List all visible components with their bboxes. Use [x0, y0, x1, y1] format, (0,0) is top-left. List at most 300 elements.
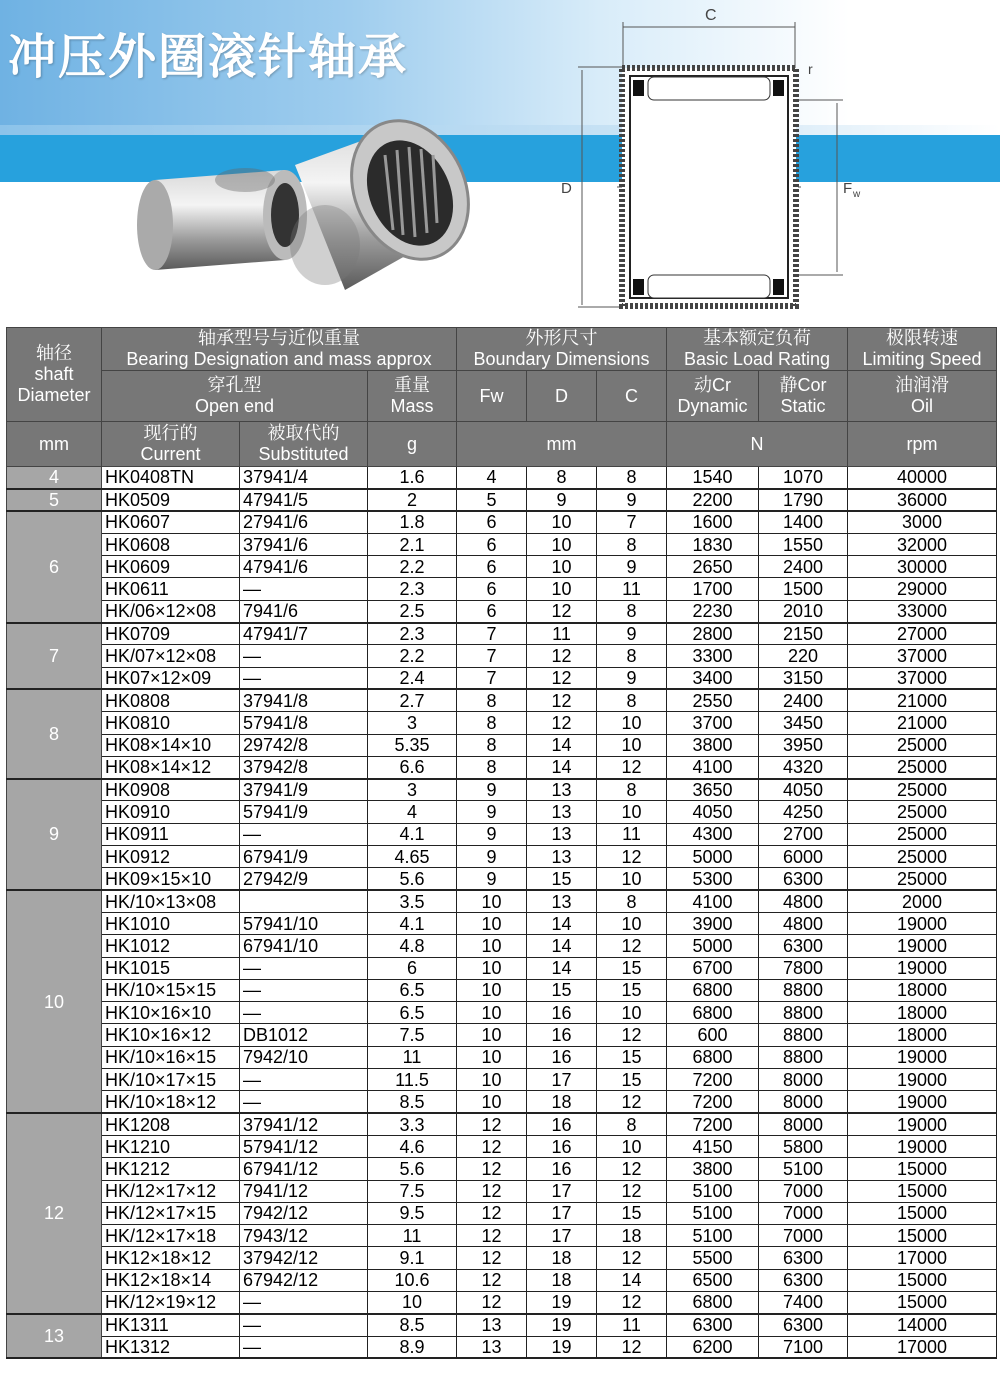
cell-static: 7000	[759, 1202, 848, 1224]
cell-c: 12	[597, 846, 667, 868]
cell-c: 9	[597, 623, 667, 645]
cell-static: 8000	[759, 1069, 848, 1091]
cell-d: 16	[527, 1135, 597, 1157]
header-static: 静Cor Static	[759, 371, 848, 422]
cell-mass: 2.1	[368, 533, 457, 555]
cell-static: 7000	[759, 1225, 848, 1247]
cell-dynamic: 4100	[667, 756, 759, 778]
cell-c: 11	[597, 578, 667, 600]
cell-c: 12	[597, 935, 667, 957]
cell-oil: 19000	[848, 1113, 997, 1135]
cell-static: 8800	[759, 1024, 848, 1046]
cell-mass: 11	[368, 1046, 457, 1068]
cell-d: 13	[527, 801, 597, 823]
cell-current: HK/12×17×15	[102, 1202, 240, 1224]
cell-substituted: —	[240, 645, 368, 667]
cell-substituted: 67941/12	[240, 1158, 368, 1180]
cell-current: HK/10×15×15	[102, 979, 240, 1001]
cell-mass: 4.1	[368, 823, 457, 845]
cell-current: HK/07×12×08	[102, 645, 240, 667]
cell-mass: 2.5	[368, 600, 457, 622]
shaft-diameter-cell: 8	[7, 689, 102, 778]
header-open-end: 穿孔型 Open end	[102, 371, 368, 422]
cell-oil: 15000	[848, 1202, 997, 1224]
cell-dynamic: 6800	[667, 1291, 759, 1313]
cell-current: HK/10×13×08	[102, 890, 240, 912]
cell-substituted: 47941/7	[240, 623, 368, 645]
cell-substituted: 57941/9	[240, 801, 368, 823]
cell-c: 8	[597, 600, 667, 622]
cell-mass: 2.4	[368, 667, 457, 689]
cell-fw: 8	[457, 712, 527, 734]
cell-current: HK0509	[102, 489, 240, 511]
cell-oil: 32000	[848, 533, 997, 555]
shaft-diameter-cell: 5	[7, 489, 102, 511]
cell-fw: 10	[457, 979, 527, 1001]
cell-oil: 19000	[848, 957, 997, 979]
cell-substituted: 37941/9	[240, 779, 368, 801]
table-row	[7, 489, 997, 511]
shaft-diameter-cell: 9	[7, 779, 102, 890]
shaft-diameter-cell: 6	[7, 511, 102, 622]
cell-static: 1500	[759, 578, 848, 600]
table-row	[7, 1247, 997, 1269]
cell-fw: 10	[457, 935, 527, 957]
cell-c: 15	[597, 979, 667, 1001]
cell-oil: 40000	[848, 467, 997, 489]
cell-fw: 6	[457, 578, 527, 600]
table-row	[7, 600, 997, 622]
cell-d: 13	[527, 779, 597, 801]
table-row	[7, 1269, 997, 1291]
cell-static: 6000	[759, 846, 848, 868]
cell-dynamic: 5500	[667, 1247, 759, 1269]
cell-fw: 7	[457, 667, 527, 689]
cell-oil: 37000	[848, 667, 997, 689]
cell-mass: 1.6	[368, 467, 457, 489]
cell-d: 15	[527, 868, 597, 890]
cell-mass: 2.7	[368, 689, 457, 711]
cell-mass: 4.65	[368, 846, 457, 868]
cell-static: 8800	[759, 1002, 848, 1024]
cell-c: 7	[597, 511, 667, 533]
cell-fw: 9	[457, 823, 527, 845]
cell-substituted: 67942/12	[240, 1269, 368, 1291]
table-row	[7, 1202, 997, 1224]
cell-static: 7000	[759, 1180, 848, 1202]
cell-c: 10	[597, 1002, 667, 1024]
header-current: 现行的 Current	[102, 422, 240, 467]
cell-substituted: 37941/4	[240, 467, 368, 489]
cell-dynamic: 3800	[667, 1158, 759, 1180]
table-row	[7, 556, 997, 578]
cell-current: HK12×18×14	[102, 1269, 240, 1291]
cell-c: 12	[597, 1336, 667, 1358]
cell-mass: 8.9	[368, 1336, 457, 1358]
table-row	[7, 1314, 997, 1336]
cell-d: 9	[527, 489, 597, 511]
cell-dynamic: 6800	[667, 1002, 759, 1024]
table-row	[7, 890, 997, 912]
cell-d: 19	[527, 1291, 597, 1313]
cell-current: HK10×16×12	[102, 1024, 240, 1046]
cell-substituted: 57941/10	[240, 912, 368, 934]
table-row	[7, 756, 997, 778]
cell-oil: 30000	[848, 556, 997, 578]
cell-static: 2700	[759, 823, 848, 845]
cell-d: 10	[527, 511, 597, 533]
cell-c: 12	[597, 1180, 667, 1202]
cell-fw: 7	[457, 623, 527, 645]
table-row	[7, 1291, 997, 1313]
cell-mass: 10.6	[368, 1269, 457, 1291]
cell-substituted: 37941/8	[240, 689, 368, 711]
cell-fw: 10	[457, 1002, 527, 1024]
header-designation: 轴承型号与近似重量 Bearing Designation and mass approx	[102, 328, 457, 371]
table-row	[7, 689, 997, 711]
cell-oil: 15000	[848, 1269, 997, 1291]
cell-oil: 15000	[848, 1158, 997, 1180]
cell-substituted: 47941/6	[240, 556, 368, 578]
cell-static: 4250	[759, 801, 848, 823]
cell-static: 8000	[759, 1091, 848, 1113]
cell-mass: 3.5	[368, 890, 457, 912]
cell-mass: 2.2	[368, 556, 457, 578]
cell-substituted: —	[240, 1091, 368, 1113]
cell-oil: 15000	[848, 1291, 997, 1313]
table-row	[7, 779, 997, 801]
cell-c: 15	[597, 957, 667, 979]
table-row	[7, 467, 997, 489]
shaft-diameter-cell: 10	[7, 890, 102, 1113]
bearing-photo-front	[285, 105, 470, 315]
cell-fw: 12	[457, 1158, 527, 1180]
cell-d: 16	[527, 1113, 597, 1135]
cell-dynamic: 600	[667, 1024, 759, 1046]
cell-dynamic: 4150	[667, 1135, 759, 1157]
cell-dynamic: 3650	[667, 779, 759, 801]
cell-static: 2400	[759, 556, 848, 578]
cell-d: 17	[527, 1180, 597, 1202]
cell-dynamic: 2550	[667, 689, 759, 711]
cell-fw: 6	[457, 600, 527, 622]
cell-dynamic: 6500	[667, 1269, 759, 1291]
cell-current: HK1212	[102, 1158, 240, 1180]
cell-mass: 10	[368, 1291, 457, 1313]
cell-static: 5100	[759, 1158, 848, 1180]
cell-current: HK0608	[102, 533, 240, 555]
shaft-diameter-cell: 13	[7, 1314, 102, 1359]
cell-d: 12	[527, 645, 597, 667]
cell-d: 10	[527, 533, 597, 555]
cell-dynamic: 1700	[667, 578, 759, 600]
cell-current: HK0408TN	[102, 467, 240, 489]
cell-dynamic: 3300	[667, 645, 759, 667]
cell-c: 15	[597, 1069, 667, 1091]
cell-dynamic: 2800	[667, 623, 759, 645]
cell-current: HK0912	[102, 846, 240, 868]
cell-dynamic: 5300	[667, 868, 759, 890]
cell-c: 9	[597, 489, 667, 511]
cell-fw: 12	[457, 1180, 527, 1202]
cell-c: 8	[597, 689, 667, 711]
cell-c: 8	[597, 467, 667, 489]
cell-d: 14	[527, 756, 597, 778]
cell-fw: 12	[457, 1247, 527, 1269]
header-dynamic: 动Cr Dynamic	[667, 371, 759, 422]
cell-current: HK1012	[102, 935, 240, 957]
cell-fw: 9	[457, 868, 527, 890]
cell-fw: 6	[457, 556, 527, 578]
cell-dynamic: 1830	[667, 533, 759, 555]
cell-oil: 15000	[848, 1180, 997, 1202]
diagram-label-fw-sub: w	[853, 189, 861, 200]
cell-static: 4800	[759, 912, 848, 934]
cell-mass: 2	[368, 489, 457, 511]
table-row	[7, 1135, 997, 1157]
cell-static: 4320	[759, 756, 848, 778]
cell-d: 8	[527, 467, 597, 489]
cell-fw: 10	[457, 957, 527, 979]
cell-oil: 25000	[848, 756, 997, 778]
cell-static: 5800	[759, 1135, 848, 1157]
cell-fw: 4	[457, 467, 527, 489]
shaft-diameter-cell: 7	[7, 623, 102, 690]
unit-rpm: rpm	[848, 422, 997, 467]
cell-static: 7100	[759, 1336, 848, 1358]
cell-oil: 37000	[848, 645, 997, 667]
cell-current: HK0911	[102, 823, 240, 845]
cell-dynamic: 7200	[667, 1113, 759, 1135]
cell-mass: 4.6	[368, 1135, 457, 1157]
banner	[0, 0, 1000, 325]
cell-mass: 2.2	[368, 645, 457, 667]
cell-static: 8800	[759, 979, 848, 1001]
cell-mass: 3	[368, 779, 457, 801]
cell-c: 12	[597, 1247, 667, 1269]
cell-oil: 14000	[848, 1314, 997, 1336]
cell-oil: 21000	[848, 712, 997, 734]
cell-dynamic: 6300	[667, 1314, 759, 1336]
bearing-spec-table	[6, 327, 997, 1359]
cell-c: 10	[597, 912, 667, 934]
cell-fw: 8	[457, 734, 527, 756]
shaft-diameter-cell: 12	[7, 1113, 102, 1314]
cell-static: 7400	[759, 1291, 848, 1313]
cell-d: 12	[527, 667, 597, 689]
cell-oil: 19000	[848, 1091, 997, 1113]
table-row	[7, 623, 997, 645]
cell-c: 12	[597, 756, 667, 778]
cell-current: HK08×14×10	[102, 734, 240, 756]
table-row	[7, 801, 997, 823]
table-row	[7, 1002, 997, 1024]
cell-substituted: 7943/12	[240, 1225, 368, 1247]
header-mass: 重量 Mass	[368, 371, 457, 422]
cell-oil: 25000	[848, 779, 997, 801]
cell-mass: 8.5	[368, 1314, 457, 1336]
cell-static: 6300	[759, 935, 848, 957]
cell-d: 15	[527, 979, 597, 1001]
header-oil: 油润滑 Oil	[848, 371, 997, 422]
cell-substituted: —	[240, 667, 368, 689]
table-row	[7, 979, 997, 1001]
cell-oil: 18000	[848, 1024, 997, 1046]
cell-d: 16	[527, 1024, 597, 1046]
cell-c: 8	[597, 645, 667, 667]
cell-dynamic: 5100	[667, 1225, 759, 1247]
table-row	[7, 912, 997, 934]
cell-current: HK0611	[102, 578, 240, 600]
table-row	[7, 667, 997, 689]
cell-mass: 9.5	[368, 1202, 457, 1224]
cell-dynamic: 6800	[667, 1046, 759, 1068]
cell-c: 8	[597, 533, 667, 555]
cell-oil: 25000	[848, 868, 997, 890]
cell-mass: 7.5	[368, 1024, 457, 1046]
cell-mass: 8.5	[368, 1091, 457, 1113]
cell-mass: 3	[368, 712, 457, 734]
cell-d: 12	[527, 689, 597, 711]
table-row	[7, 1225, 997, 1247]
cell-mass: 6	[368, 957, 457, 979]
cell-fw: 13	[457, 1336, 527, 1358]
cell-c: 11	[597, 1314, 667, 1336]
page-title: 冲压外圈滚针轴承	[8, 31, 409, 84]
cell-d: 12	[527, 600, 597, 622]
cell-mass: 7.5	[368, 1180, 457, 1202]
cell-static: 3450	[759, 712, 848, 734]
cell-oil: 3000	[848, 511, 997, 533]
cell-dynamic: 5000	[667, 935, 759, 957]
cell-static: 6300	[759, 1269, 848, 1291]
table-row	[7, 1113, 997, 1135]
cell-fw: 9	[457, 846, 527, 868]
unit-mm: mm	[7, 422, 102, 467]
cell-c: 8	[597, 1113, 667, 1135]
cell-static: 1070	[759, 467, 848, 489]
cell-d: 18	[527, 1091, 597, 1113]
cell-oil: 2000	[848, 890, 997, 912]
cell-substituted: 7941/12	[240, 1180, 368, 1202]
cell-oil: 36000	[848, 489, 997, 511]
header-shaft-diameter: 轴径 shaft Diameter	[7, 328, 102, 422]
table-row	[7, 511, 997, 533]
table-row	[7, 712, 997, 734]
cell-current: HK1312	[102, 1336, 240, 1358]
cell-fw: 9	[457, 801, 527, 823]
cell-dynamic: 3900	[667, 912, 759, 934]
bearing-cross-section-diagram	[555, 0, 885, 325]
cell-mass: 4.1	[368, 912, 457, 934]
cell-substituted: 67941/9	[240, 846, 368, 868]
cell-current: HK1210	[102, 1135, 240, 1157]
cell-fw: 10	[457, 1091, 527, 1113]
cell-substituted: —	[240, 1314, 368, 1336]
diagram-label-fw: F	[843, 180, 853, 197]
cell-c: 18	[597, 1225, 667, 1247]
cell-c: 10	[597, 868, 667, 890]
cell-d: 13	[527, 846, 597, 868]
cell-dynamic: 5100	[667, 1202, 759, 1224]
cell-mass: 5.35	[368, 734, 457, 756]
cell-fw: 12	[457, 1113, 527, 1135]
header-basic-load-rating: 基本额定负荷 Basic Load Rating	[667, 328, 848, 371]
cell-substituted: 27941/6	[240, 511, 368, 533]
cell-d: 16	[527, 1002, 597, 1024]
cell-c: 10	[597, 712, 667, 734]
table-row	[7, 1158, 997, 1180]
cell-c: 8	[597, 890, 667, 912]
cell-d: 11	[527, 623, 597, 645]
cell-fw: 6	[457, 511, 527, 533]
table-body	[7, 467, 997, 1359]
cell-dynamic: 1540	[667, 467, 759, 489]
cell-dynamic: 7200	[667, 1069, 759, 1091]
cell-current: HK/10×16×15	[102, 1046, 240, 1068]
cell-c: 12	[597, 1291, 667, 1313]
cell-c: 12	[597, 1024, 667, 1046]
cell-oil: 19000	[848, 1069, 997, 1091]
cell-substituted: —	[240, 1336, 368, 1358]
cell-fw: 12	[457, 1135, 527, 1157]
cell-substituted: DB1012	[240, 1024, 368, 1046]
cell-oil: 27000	[848, 623, 997, 645]
cell-fw: 12	[457, 1202, 527, 1224]
cell-current: HK/06×12×08	[102, 600, 240, 622]
cell-substituted: 7942/12	[240, 1202, 368, 1224]
table-row	[7, 868, 997, 890]
cell-mass: 5.6	[368, 1158, 457, 1180]
cell-dynamic: 5100	[667, 1180, 759, 1202]
unit-mm-dimensions: mm	[457, 422, 667, 467]
table-row	[7, 1024, 997, 1046]
cell-mass: 6.5	[368, 979, 457, 1001]
cell-c: 9	[597, 556, 667, 578]
cell-mass: 3.3	[368, 1113, 457, 1135]
cell-substituted: 37942/8	[240, 756, 368, 778]
cell-substituted: —	[240, 1069, 368, 1091]
cell-oil: 29000	[848, 578, 997, 600]
cell-fw: 10	[457, 1024, 527, 1046]
cell-fw: 9	[457, 779, 527, 801]
cell-oil: 19000	[848, 1046, 997, 1068]
cell-current: HK1010	[102, 912, 240, 934]
cell-current: HK1208	[102, 1113, 240, 1135]
cell-dynamic: 5000	[667, 846, 759, 868]
cell-d: 18	[527, 1247, 597, 1269]
unit-n: N	[667, 422, 848, 467]
cell-substituted: 57941/12	[240, 1135, 368, 1157]
cell-d: 19	[527, 1336, 597, 1358]
cell-current: HK0609	[102, 556, 240, 578]
cell-mass: 4.8	[368, 935, 457, 957]
cell-d: 17	[527, 1202, 597, 1224]
cell-fw: 6	[457, 533, 527, 555]
cell-mass: 2.3	[368, 578, 457, 600]
cell-dynamic: 6700	[667, 957, 759, 979]
cell-static: 8800	[759, 1046, 848, 1068]
cell-fw: 12	[457, 1225, 527, 1247]
cell-substituted: 47941/5	[240, 489, 368, 511]
table-row	[7, 1336, 997, 1358]
cell-fw: 12	[457, 1269, 527, 1291]
cell-mass: 11	[368, 1225, 457, 1247]
cell-oil: 25000	[848, 823, 997, 845]
cell-fw: 12	[457, 1291, 527, 1313]
cell-dynamic: 2650	[667, 556, 759, 578]
cell-oil: 33000	[848, 600, 997, 622]
